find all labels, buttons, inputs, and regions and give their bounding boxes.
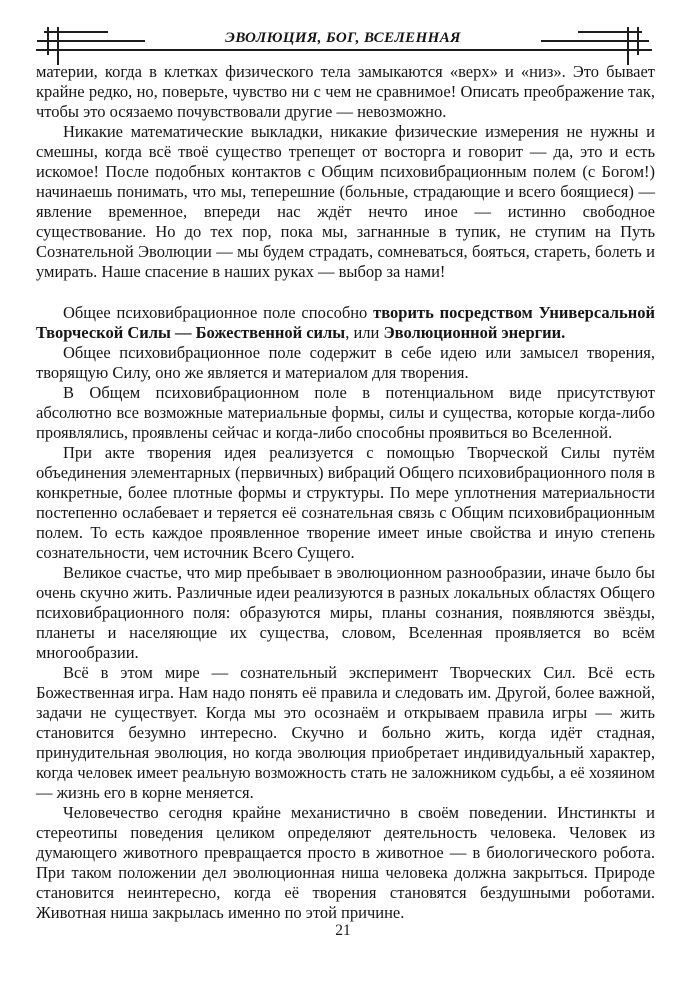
page-header <box>0 0 686 60</box>
bold-text-run: Эволюционной энергии. <box>383 323 566 342</box>
text-run: Человечество сегодня крайне механистично в своём поведении. Инстинкты и стереотипы поведения целиком определяют деятельность человека. Человек из думающего животного превращается просто в животное — в биологического робота. При таком положении дел эволюционная ниша человека должна закрыться. Природе становится неинтересно, когда её творения становятся бездушными роботами. Животная ниша закрылась именно по этой причине. <box>36 803 655 922</box>
text-run: При акте творения идея реализуется с помощью Творческой Силы путём объединения элементарных (первичных) вибраций Общего психовибрационного поля в конкретные, более плотные формы и структуры. По мере уплотнения материальности постепенно ослабевает и теряется её сознательная связь с Общим психовибрационным полем. То есть каждое проявленное творение имеет иные свойства и иную степень сознательности, чем источник Всего Сущего. <box>36 443 655 562</box>
text-run: материи, когда в клетках физического тела замыкаются «верх» и «низ». Это бывает крайне редко, но, поверьте, чувство ни с чем не сравнимое! Описать преображение так, чтобы это осязаемо почувствовали другие — невозможно. <box>36 62 655 121</box>
page-number: 21 <box>335 922 351 939</box>
paragraph <box>36 343 655 383</box>
text-run: Общее психовибрационное поле способно <box>63 303 374 322</box>
bold-text-run: творить посредством Универсальной Творческой Силы — Божественной силы <box>36 303 655 342</box>
page-text <box>36 62 655 923</box>
text-run: В Общем психовибрационном поле в потенциальном виде присутствуют абсолютно все возможные материальные формы, силы и существа, которые когда-либо проявлялись, проявлены сейчас и когда-либо способны проявиться во Вселенной. <box>36 383 655 442</box>
paragraph <box>36 122 655 282</box>
text-run: Общее психовибрационное поле содержит в себе идею или замысел творения, творящую Силу, оно же является и материалом для творения. <box>36 343 655 382</box>
paragraph <box>36 383 655 443</box>
paragraph <box>36 563 655 663</box>
text-run: Всё в этом мире — сознательный эксперимент Творческих Сил. Всё есть Божественная игра. Нам надо понять её правила и следовать им. Другой, более важной, задачи не существует. Когда мы это осознаём и открываем правила игры — жить становится безумно интересно. Скучно и больно жить, когда идёт стадная, принудительная эволюция, но когда эволюция приобретает индивидуальный характер, когда человек имеет реальную возможность стать не заложником судьбы, а её хозяином — жизнь его в корне меняется. <box>36 663 655 802</box>
text-run: Великое счастье, что мир пребывает в эволюционном разнообразии, иначе было бы очень скучно жить. Различные идеи реализуются в разных локальных областях Общего психовибрационного поля: образуются миры, планы сознания, появляются звёзды, планеты и населяющие их существа, словом, Вселенная проявляется во всём многообразии. <box>36 563 655 662</box>
header-rule <box>36 49 652 51</box>
page-footer <box>0 922 686 940</box>
text-run: , или <box>345 323 384 342</box>
paragraph <box>36 303 655 343</box>
text-run: Никакие математические выкладки, никакие физические измерения не нужны и смешны, когда всё твоё существо трепещет от восторга и говорит — да, это и есть искомое! После подобных контактов с Общим психовибрационным полем (с Богом!) начинаешь понимать, что мы, теперешние (больные, страдающие и всего боящиеся) — явление временное, впереди нас ждёт нечто иное — истинно свободное существование. Но до тех пор, пока мы, загнанные в тупик, не ступим на Путь Сознательной Эволюции — мы будем страдать, сомневаться, бояться, стареть, болеть и умирать. Наше спасение в наших руках — выбор за нами! <box>36 122 655 281</box>
running-title: ЭВОЛЮЦИЯ, БОГ, ВСЕЛЕННАЯ <box>225 30 461 46</box>
paragraph <box>36 443 655 563</box>
paragraph <box>36 62 655 122</box>
paragraph <box>36 663 655 803</box>
paragraph <box>36 803 655 923</box>
